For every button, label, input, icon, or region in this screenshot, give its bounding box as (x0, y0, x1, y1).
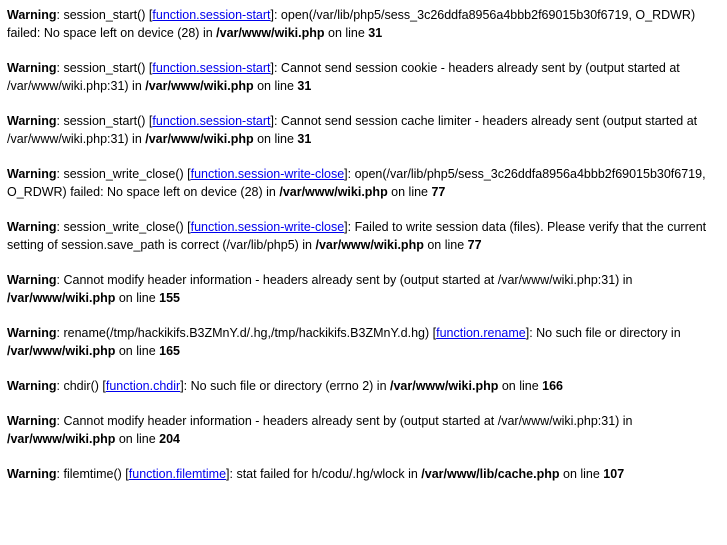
file-path: /var/www/wiki.php (279, 185, 388, 199)
file-path: /var/www/wiki.php (7, 291, 116, 305)
warning-label: Warning (7, 379, 57, 393)
warning-text: ]: Cannot send session cache limiter - headers already sent (output started at /var/www/wiki.php:31) in (7, 114, 698, 146)
line-number: 31 (297, 132, 312, 146)
warning-message (7, 6, 719, 42)
warning-text: ]: open(/var/lib/php5/sess_3c26ddfa8956a4bbb2f69015b30f6719, O_RDWR) failed: No space left on device (28) in (7, 8, 696, 40)
line-number: 31 (297, 79, 312, 93)
warning-text: : rename(/tmp/hackikifs.B3ZMnY.d/.hg,/tmp/hackikifs.B3ZMnY.d.hg) [ (56, 326, 437, 340)
function-link[interactable]: function.filemtime (128, 467, 227, 481)
on-line-text: on line (253, 79, 298, 93)
function-link[interactable]: function.session-start (152, 8, 271, 22)
file-path: /var/www/wiki.php (390, 379, 499, 393)
function-link[interactable]: function.session-write-close (190, 167, 345, 181)
warning-message (7, 112, 719, 148)
function-link[interactable]: function.rename (436, 326, 526, 340)
line-number: 31 (368, 26, 383, 40)
warning-label: Warning (7, 467, 57, 481)
warning-message (7, 377, 719, 395)
file-path: /var/www/wiki.php (145, 132, 254, 146)
file-path: /var/www/wiki.php (216, 26, 325, 40)
warning-text: : Cannot modify header information - headers already sent by (output started at /var/www/wiki.php:31) in (56, 273, 633, 287)
file-path: /var/www/wiki.php (7, 344, 116, 358)
warning-text: ]: No such file or directory (errno 2) in (180, 379, 390, 393)
function-link[interactable]: function.session-start (152, 61, 271, 75)
warning-text: : session_start() [ (56, 61, 153, 75)
line-number: 155 (159, 291, 180, 305)
warning-label: Warning (7, 61, 57, 75)
on-line-text: on line (498, 379, 543, 393)
warning-text: ]: Cannot send session cookie - headers already sent by (output started at /var/www/wiki.php:31) in (7, 61, 680, 93)
warning-message (7, 165, 719, 201)
file-path: /var/www/wiki.php (315, 238, 424, 252)
warning-label: Warning (7, 8, 57, 22)
warning-text: ]: Failed to write session data (files). Please verify that the current setting of session.save_path is correct (/var/lib/php5) in (7, 220, 707, 252)
on-line-text: on line (115, 432, 160, 446)
on-line-text: on line (115, 291, 160, 305)
on-line-text: on line (423, 238, 468, 252)
line-number: 165 (159, 344, 180, 358)
warning-text: : Cannot modify header information - headers already sent by (output started at /var/www/wiki.php:31) in (56, 414, 633, 428)
warning-message (7, 218, 719, 254)
warning-text: : session_start() [ (56, 8, 153, 22)
warning-label: Warning (7, 167, 57, 181)
warning-message (7, 324, 719, 360)
warning-message (7, 412, 719, 448)
line-number: 77 (431, 185, 446, 199)
on-line-text: on line (387, 185, 432, 199)
warning-text: ]: open(/var/lib/php5/sess_3c26ddfa8956a4bbb2f69015b30f6719, O_RDWR) failed: No space left on device (28) in (7, 167, 706, 199)
warning-text: ]: stat failed for h/codu/.hg/wlock in (226, 467, 422, 481)
warning-label: Warning (7, 326, 57, 340)
on-line-text: on line (253, 132, 298, 146)
on-line-text: on line (559, 467, 604, 481)
on-line-text: on line (324, 26, 369, 40)
warning-message (7, 465, 719, 483)
warning-label: Warning (7, 114, 57, 128)
warning-message (7, 271, 719, 307)
warning-label: Warning (7, 414, 57, 428)
function-link[interactable]: function.chdir (105, 379, 181, 393)
warning-text: ]: No such file or directory in (525, 326, 681, 340)
warning-text: : session_write_close() [ (56, 220, 191, 234)
line-number: 204 (159, 432, 180, 446)
file-path: /var/www/wiki.php (145, 79, 254, 93)
on-line-text: on line (115, 344, 160, 358)
line-number: 166 (542, 379, 563, 393)
warning-message (7, 59, 719, 95)
warning-label: Warning (7, 220, 57, 234)
warning-text: : session_write_close() [ (56, 167, 191, 181)
line-number: 77 (467, 238, 482, 252)
warning-text: : filemtime() [ (56, 467, 129, 481)
file-path: /var/www/lib/cache.php (421, 467, 560, 481)
warning-label: Warning (7, 273, 57, 287)
warning-text: : chdir() [ (56, 379, 106, 393)
line-number: 107 (603, 467, 625, 481)
function-link[interactable]: function.session-start (152, 114, 271, 128)
function-link[interactable]: function.session-write-close (190, 220, 345, 234)
file-path: /var/www/wiki.php (7, 432, 116, 446)
warning-text: : session_start() [ (56, 114, 153, 128)
